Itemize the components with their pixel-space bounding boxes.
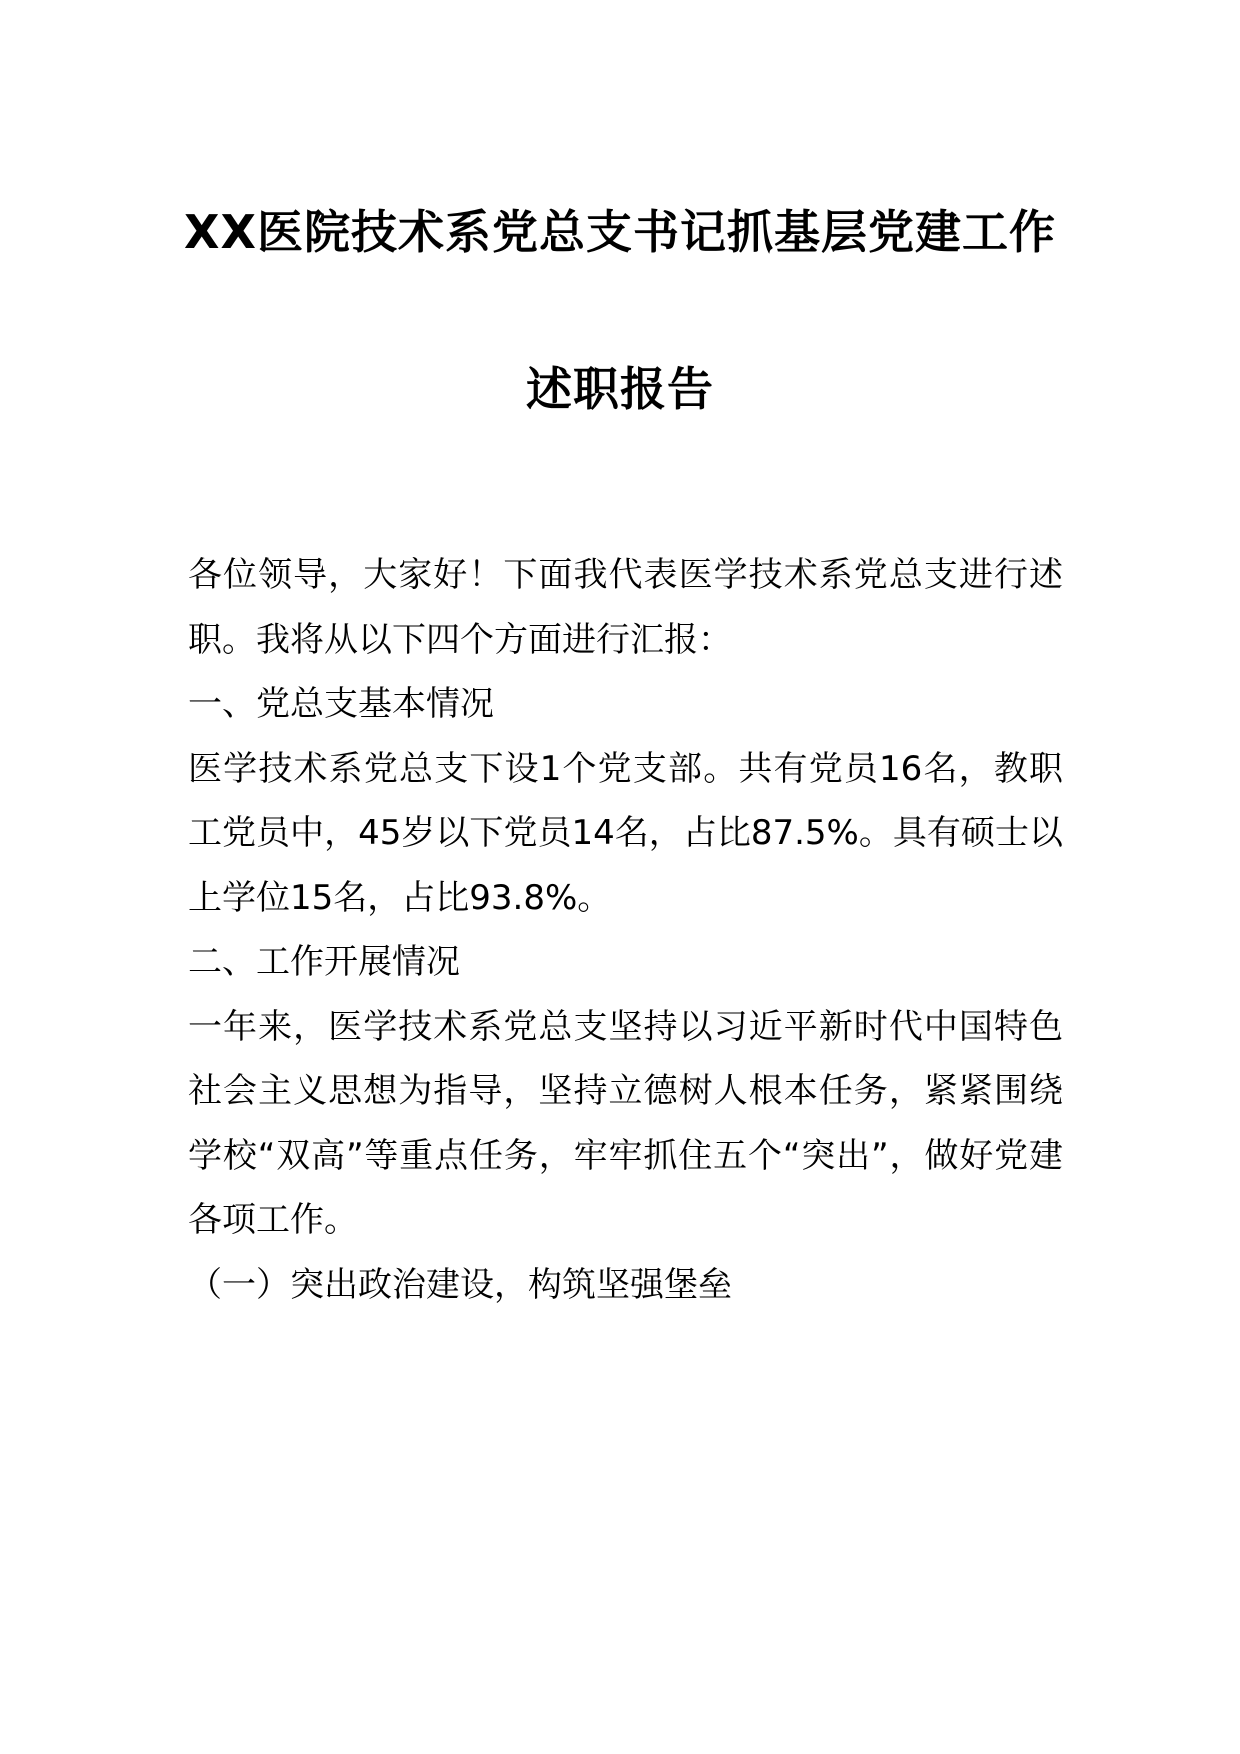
section-heading-2: 二、工作开展情况 <box>188 942 460 982</box>
opening-paragraph: 各位领导，大家好！下面我代表医学技术系党总支进行述职。我将从以下四个方面进行汇报： <box>188 555 1063 660</box>
document-title-line-2: 述职报告 <box>526 362 714 416</box>
document-body <box>188 543 1063 1317</box>
subsection-heading-1: （一）突出政治建设，构筑坚强堡垒 <box>188 1264 732 1305</box>
document-title-line-1: XX医院技术系党总支书记抓基层党建工作 <box>184 205 1056 259</box>
basic-info-paragraph: 医学技术系党总支下设1个党支部。共有党员16名，教职工党员中，45岁以下党员14名，占比87.5%。具有硕士以上学位15名，占比93.8%。 <box>188 748 1063 918</box>
work-summary-paragraph: 一年来，医学技术系党总支坚持以习近平新时代中国特色社会主义思想为指导，坚持立德树人根本任务，紧紧围绕学校“双高”等重点任务，牢牢抓住五个“突出”，做好党建各项工作。 <box>188 1006 1063 1240</box>
section-heading-1: 一、党总支基本情况 <box>188 684 494 724</box>
